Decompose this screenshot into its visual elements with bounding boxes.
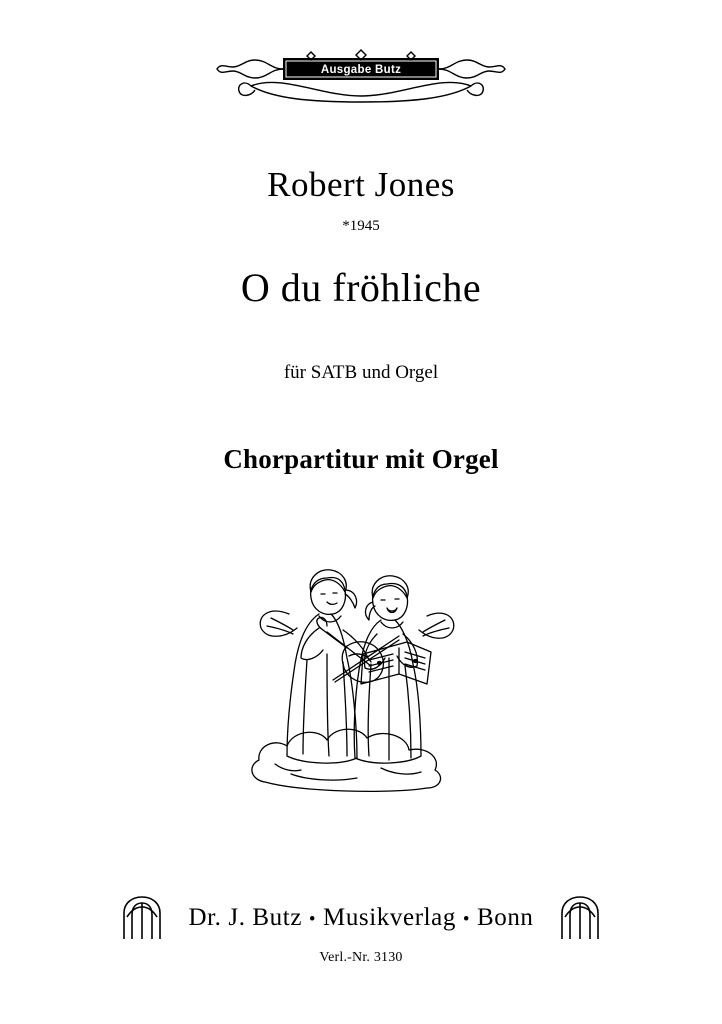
- publisher-separator-2: •: [462, 909, 471, 930]
- angels-illustration: [0, 530, 722, 830]
- publisher-kind: Musikverlag: [323, 904, 456, 931]
- two-angels-making-music-on-cloud-icon: [231, 530, 491, 830]
- gothic-window-ornament-left: [120, 895, 164, 941]
- work-title: O du fröhliche: [240, 265, 482, 310]
- footer: [0, 895, 722, 966]
- plate-number: Verl.-Nr. 3130: [319, 950, 403, 965]
- publisher-imprint: [188, 904, 533, 932]
- composer-dates: *1945: [342, 218, 380, 234]
- footer-publisher-row: [0, 895, 722, 941]
- publisher-city: Bonn: [476, 904, 534, 931]
- composer-name: Robert Jones: [267, 165, 455, 204]
- edition-type: Chorpartitur mit Orgel: [223, 444, 499, 474]
- scoring-line: für SATB und Orgel: [283, 362, 439, 383]
- publisher-separator-1: •: [308, 909, 317, 930]
- publisher-emblem-label: Ausgabe Butz: [320, 64, 402, 76]
- publisher-name: Dr. J. Butz: [188, 904, 303, 931]
- gothic-window-ornament-right: [558, 895, 602, 941]
